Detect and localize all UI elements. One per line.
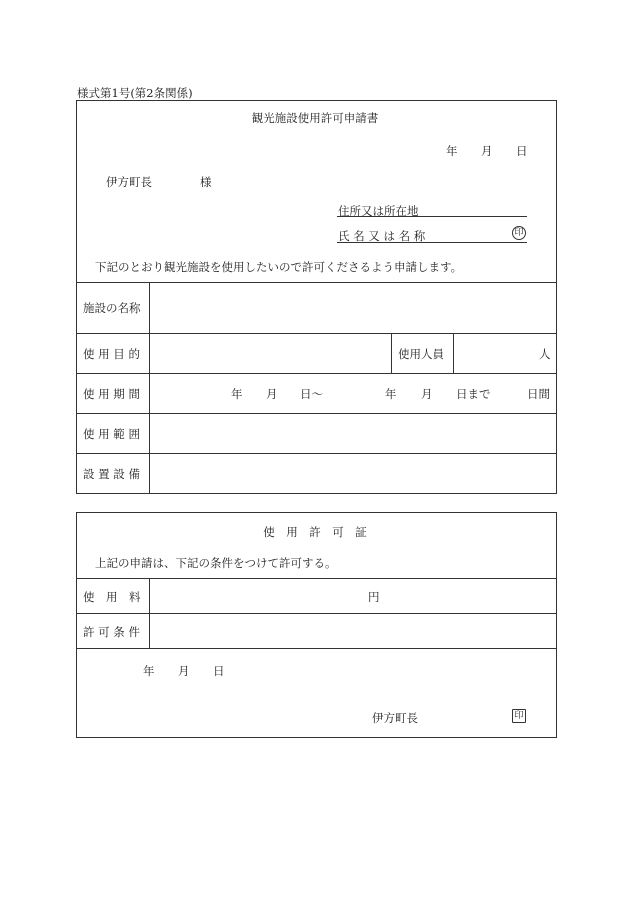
- label-column-divider: [149, 282, 150, 494]
- period-to-day: 日まで: [456, 387, 491, 401]
- period-to-month: 月: [421, 387, 433, 401]
- users-unit: 人: [539, 347, 551, 361]
- name-label: 氏 名 又 は 名 称: [338, 229, 426, 243]
- permit-date-year: 年: [143, 664, 155, 678]
- application-date-day: 日: [516, 144, 528, 158]
- permit-label-divider: [149, 578, 150, 648]
- period-days: 日間: [527, 387, 550, 401]
- address-underline: [337, 216, 527, 217]
- period-from-month: 月: [266, 387, 278, 401]
- period-label: 使 用 期 間: [83, 387, 140, 401]
- scope-label: 使 用 範 囲: [83, 427, 140, 441]
- permit-date-day: 日: [213, 664, 225, 678]
- equipment-label: 設 置 設 備: [83, 467, 140, 481]
- permit-title: 使 用 許 可 証: [263, 525, 367, 539]
- addressee-name: 伊方町長: [106, 175, 152, 189]
- addressee-honorific: 様: [200, 175, 212, 189]
- fee-unit: 円: [368, 590, 380, 604]
- name-underline: [337, 242, 527, 243]
- users-divider-right: [453, 333, 454, 373]
- permit-divider: [76, 648, 557, 649]
- application-date-year: 年: [446, 144, 458, 158]
- purpose-label: 使 用 目 的: [83, 347, 140, 361]
- application-date-month: 月: [481, 144, 493, 158]
- period-to-year: 年: [385, 387, 397, 401]
- users-divider-left: [391, 333, 392, 373]
- issuer-name: 伊方町長: [372, 711, 418, 725]
- fee-label: 使 用 料: [83, 590, 141, 604]
- issuer-seal-mark: 印: [512, 709, 526, 723]
- permit-date-month: 月: [178, 664, 190, 678]
- seal-mark: 印: [512, 226, 526, 240]
- form-number: 様式第1号(第2条関係): [77, 86, 193, 100]
- period-from-year: 年: [231, 387, 243, 401]
- facility-name-label: 施設の名称: [83, 301, 141, 315]
- users-label: 使用人員: [398, 347, 444, 361]
- address-label: 住所又は所在地: [338, 204, 419, 218]
- period-from-day: 日〜: [300, 387, 323, 401]
- conditions-label: 許 可 条 件: [83, 625, 140, 639]
- application-statement: 下記のとおり観光施設を使用したいので許可くださるよう申請します。: [95, 260, 463, 274]
- application-title: 観光施設使用許可申請書: [251, 111, 379, 125]
- permit-statement: 上記の申請は、下記の条件をつけて許可する。: [95, 556, 337, 570]
